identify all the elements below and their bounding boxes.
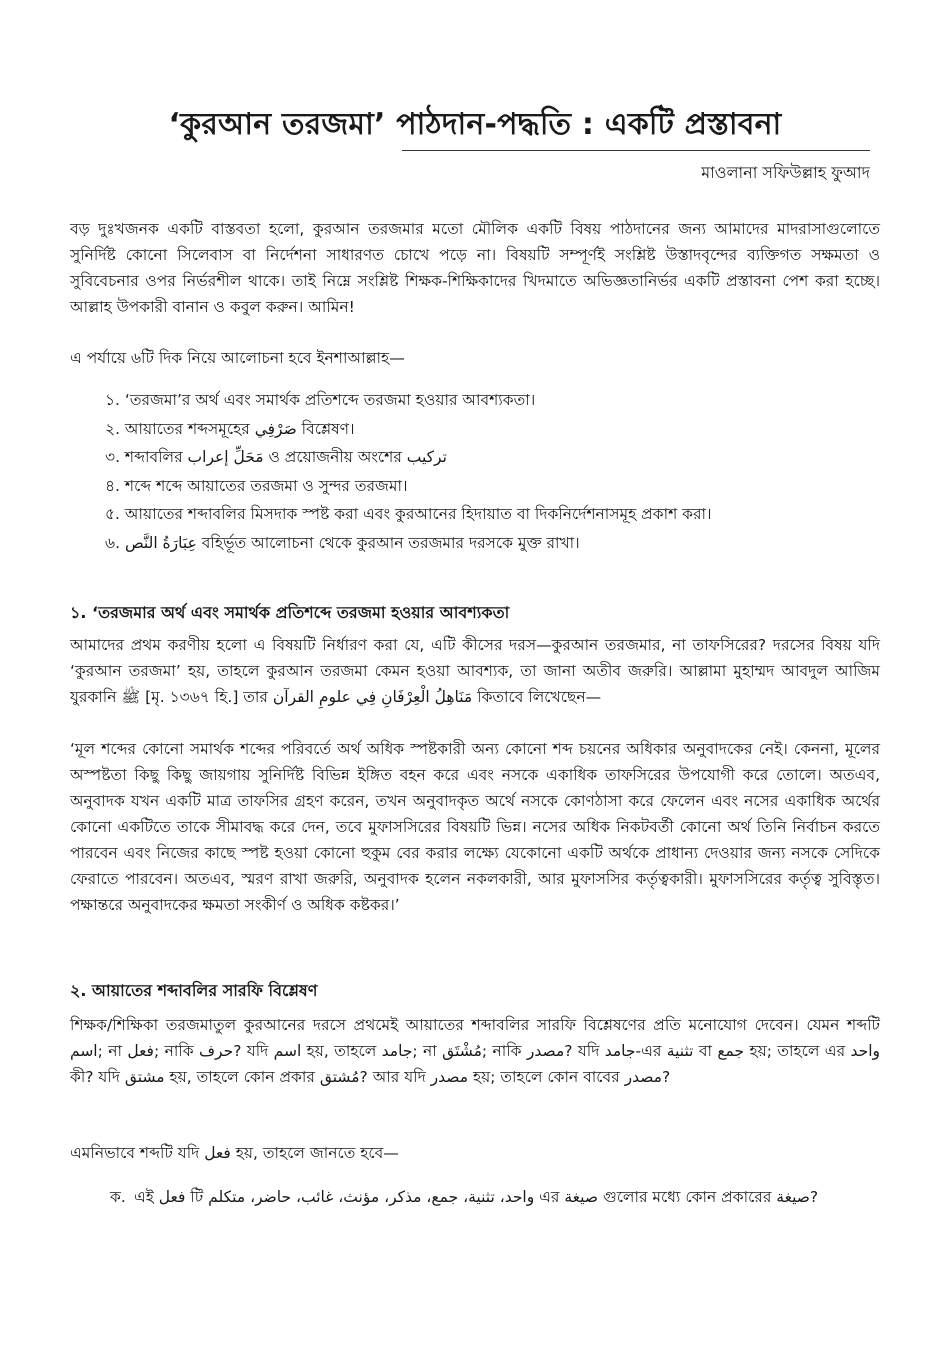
sub-item-marker: ক. — [110, 1188, 126, 1206]
topic-item: ৬. عِبَارَةُ النَّص বহির্ভূত আলোচনা থেকে কুরআন তরজমার দরসকে মুক্ত রাখা। — [105, 533, 580, 552]
intro-paragraph: বড় দুঃখজনক একটি বাস্তবতা হলো, কুরআন তরজমার মতো মৌলিক একটি বিষয় পাঠদানের জন্য আমাদের মাদরাসাগুলোতে সুনির্দিষ্ট কোনো সিলেবাস বা নির্দেশনা সাধারণত চোখে পড়ে না। বিষয়টি সম্পূর্ণই সংশ্লিষ্ট উস্তাদবৃন্দের ব্যক্তিগত সক্ষমতা ও সুবিবেচনার ওপর নির্ভরশীল থাকে। তাই নিম্নে সংশ্লিষ্ট শিক্ষক-শিক্ষিকাদের খিদমাতে অভিজ্ঞতানির্ভর একটি প্রস্তাবনা পেশ করা হচ্ছে। আল্লাহ উপকারী বানান ও কবুল করুন। আমিন! — [70, 220, 880, 316]
section1-quote: ‘মূল শব্দের কোনো সমার্থক শব্দের পরিবর্তে অর্থ অধিক স্পষ্টকারী অন্য কোনো শব্দ চয়নের অধিকার অনুবাদকের নেই। কেননা, মূলের অস্পষ্টতা কিছু কিছু জায়গায় সুনির্দিষ্ট বিভিন্ন ইঙ্গিত বহন করে এবং নসকে একাধিক তাফসিরের উপযোগী করে তোলে। অতএব, অনুবাদক যখন একটি মাত্র তাফসির গ্রহণ করেন, তখন অনুবাদকৃত অর্থে নসকে কোণঠাসা করে ফেলেন এবং নসের একাধিক অর্থের কোনো একটিতে তাকে সীমাবদ্ধ করে দেন, তবে মুফাসসিরের বিষয়টি ভিন্ন। নসের অধিক নিকটবর্তী কোনো অর্থ তিনি নির্বাচন করতে পারবেন এবং নিজের কাছে স্পষ্ট হওয়া কোনো হুকুম বের করার লক্ষ্যে যেকোনো একটি অর্থকে প্রাধান্য দেওয়ার জন্য নসকে সেদিকে ফেরাতে পারবেন। অতএব, স্মরণ রাখা জরুরি, অনুবাদক হলেন নকলকারী, আর মুফাসসির কর্তৃত্বকারী। মুফাসসিরের কর্তৃত্ব সুবিস্তৃত। পক্ষান্তরে অনুবাদকের ক্ষমতা সংকীর্ণ ও অধিক কষ্টকর।’ — [70, 740, 880, 914]
section1-body: আমাদের প্রথম করণীয় হলো এ বিষয়টি নির্ধারণ করা যে, এটি কীসের দরস—কুরআন তরজমার, না তাফসিরের? দরসের বিষয় যদি ‘কুরআন তরজমা’ হয়, তাহলে কুরআন তরজমা কেমন হওয়া আবশ্যক, তা জানা অতীব জরুরি। আল্লামা মুহাম্মদ আবদুল আজিম যুরকানি ﷺ [মৃ. ১৩৬৭ হি.] তার مَنَاهِلُ الْعِرْفَانِ فِي علومِ القرآن কিতাবে লিখেছেন— — [70, 636, 880, 706]
topic-item: ৩. শব্দাবলির مَحَلِّ إعراب ও প্রয়োজনীয় অংশের تركيب — [105, 448, 447, 466]
section2-lead: এমনিভাবে শব্দটি যদি فعل হয়, তাহলে জানতে হবে— — [70, 1144, 399, 1162]
topic-item: ৫. আয়াতের শব্দাবলির মিসদাক স্পষ্ট করা এবং কুরআনের হিদায়াত বা দিকনির্দেশনাসমূহ প্রকাশ করা। — [105, 505, 712, 523]
title-underline — [402, 150, 870, 151]
topic-item: ৪. শব্দে শব্দে আয়াতের তরজমা ও সুন্দর তরজমা। — [105, 476, 408, 495]
sub-list-item — [110, 1183, 880, 1211]
topic-item: ২. আয়াতের শব্দসমূহের صَرْفِي বিশ্লেষণ। — [105, 419, 355, 438]
overview-lead: এ পর্যায়ে ৬টি দিক নিয়ে আলোচনা হবে ইনশাআল্লাহ— — [70, 349, 405, 367]
article-title: ‘কুরআন তরজমা’ পাঠদান-পদ্ধতি : একটি প্রস্তাবনা — [168, 107, 782, 142]
sub-item-text: এই فعل টি واحد، تثنية، جمع، مذكر، مؤنث، غائب، حاضر، متكلم এর صيغة গুলোর মধ্যে কোন প্রকারের صيغة? — [134, 1188, 819, 1206]
topic-list — [105, 386, 712, 557]
section2-heading: ২. আয়াতের শব্দাবলির সারফি বিশ্লেষণ — [70, 981, 318, 1000]
author-name: মাওলানা সফিউল্লাহ ফুআদ — [701, 163, 870, 182]
section2-body: শিক্ষক/শিক্ষিকা তরজমাতুল কুরআনের দরসে প্রথমেই আয়াতের শব্দাবলির সারফি বিশ্লেষণের প্রতি মনোযোগ দেবেন। যেমন শব্দটি اسم; না فعل; নাকি حرف? যদি اسم হয়, তাহলে جامد; না مُشْتَق; নাকি مصدر? যদি جامد-এর تثنية বা جمع হয়; তাহলে এর واحد কী? যদি مشتق হয়, তাহলে কোন প্রকার مُشتق? আর যদি مصدر হয়; তাহলে কোন বাবের مصدر? — [70, 1016, 880, 1086]
section1-heading: ১. ‘তরজমার অর্থ এবং সমার্থক প্রতিশব্দে তরজমা হওয়ার আবশ্যকতা — [70, 603, 510, 622]
topic-item: ১. ‘তরজমা’র অর্থ এবং সমার্থক প্রতিশব্দে তরজমা হওয়ার আবশ্যকতা। — [105, 391, 536, 409]
